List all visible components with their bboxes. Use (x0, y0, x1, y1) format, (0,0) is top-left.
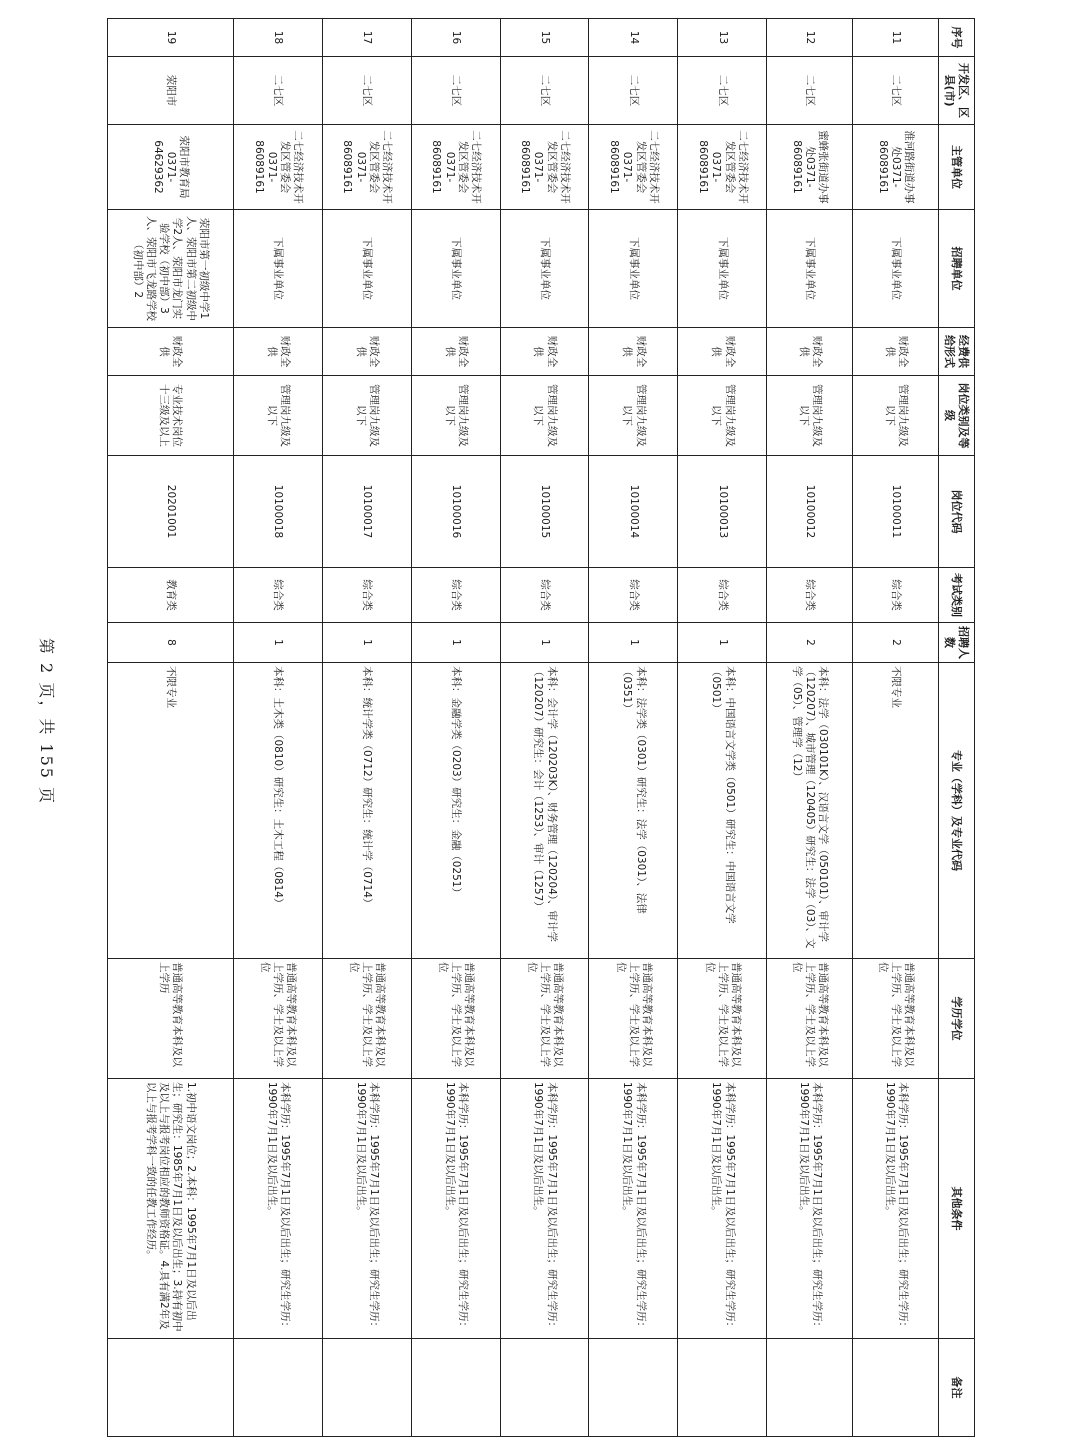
cell-major: 不限专业 (853, 663, 939, 959)
cell-funding: 财政全供 (678, 328, 767, 376)
header-cell: 经费供给形式 (939, 328, 975, 376)
cell-unit: 荥阳市第一初级中学1人、荥阳市第二初级中学2人、荥阳市龙门实验学校（初中部）3人、荥阳市飞龙路学校（初中部）2 (108, 210, 234, 328)
cell-major: 不限专业 (108, 663, 234, 959)
header-cell: 岗位类别及等级 (939, 376, 975, 456)
cell-other: 本科学历：1995年7月1日及以后出生；研究生学历：1990年7月1日及以后出生。 (589, 1079, 678, 1339)
cell-count: 1 (500, 623, 589, 663)
cell-degree: 普通高等教育本科及以上学历 (108, 959, 234, 1079)
header-row (939, 19, 975, 1437)
table-row (322, 19, 411, 1437)
cell-code: 10100018 (233, 456, 322, 568)
cell-district: 二七区 (767, 57, 853, 125)
cell-other: 1.初中语文岗位；2.本科：1995年7月1日及以后出生；研究生：1985年7月1日及以后出生；3.持有初中及以上与报考岗位相应的教师资格证。4.具有满2年及以上与报考学科一致的任教工作经历。 (108, 1079, 234, 1339)
cell-code: 10100012 (767, 456, 853, 568)
header-cell: 岗位代码 (939, 456, 975, 568)
cell-no: 11 (853, 19, 939, 57)
table-row (108, 19, 234, 1437)
cell-major: 本科：统计学类（0712）研究生：统计学（0714） (322, 663, 411, 959)
rotated-page (107, 18, 975, 1436)
cell-funding: 财政全供 (500, 328, 589, 376)
cell-degree: 普通高等教育本科及以上学历、学士及以上学位 (589, 959, 678, 1079)
cell-count: 1 (233, 623, 322, 663)
cell-funding: 财政全供 (322, 328, 411, 376)
cell-post-level: 管理岗九级及以下 (322, 376, 411, 456)
cell-exam: 综合类 (322, 568, 411, 623)
cell-exam: 综合类 (411, 568, 500, 623)
page-footer (28, 0, 68, 1443)
cell-remark (322, 1339, 411, 1437)
cell-unit: 下属事业单位 (233, 210, 322, 328)
cell-district: 荥阳市 (108, 57, 234, 125)
cell-degree: 普通高等教育本科及以上学历、学士及以上学位 (411, 959, 500, 1079)
cell-unit: 下属事业单位 (767, 210, 853, 328)
cell-district: 二七区 (589, 57, 678, 125)
header-cell: 其他条件 (939, 1079, 975, 1339)
table-row (678, 19, 767, 1437)
cell-remark (589, 1339, 678, 1437)
cell-district: 二七区 (322, 57, 411, 125)
cell-dept: 荥阳市教育局0371-64629362 (108, 125, 234, 210)
cell-no: 14 (589, 19, 678, 57)
cell-exam: 综合类 (678, 568, 767, 623)
cell-district: 二七区 (500, 57, 589, 125)
table-row (500, 19, 589, 1437)
cell-unit: 下属事业单位 (411, 210, 500, 328)
cell-exam: 综合类 (500, 568, 589, 623)
cell-funding: 财政全供 (233, 328, 322, 376)
cell-dept: 二七经济技术开发区管委会0371-86089161 (678, 125, 767, 210)
header-cell: 开发区、区县(市) (939, 57, 975, 125)
cell-count: 8 (108, 623, 234, 663)
header-cell: 主管单位 (939, 125, 975, 210)
cell-other: 本科学历：1995年7月1日及以后出生；研究生学历：1990年7月1日及以后出生。 (411, 1079, 500, 1339)
page-number-text: 第 2 页，共 155 页 (37, 637, 57, 806)
cell-no: 15 (500, 19, 589, 57)
header-cell: 学历学位 (939, 959, 975, 1079)
cell-remark (500, 1339, 589, 1437)
cell-degree: 普通高等教育本科及以上学历、学士及以上学位 (678, 959, 767, 1079)
cell-count: 1 (678, 623, 767, 663)
header-cell: 专业（学科）及专业代码 (939, 663, 975, 959)
table-row (589, 19, 678, 1437)
table-row (411, 19, 500, 1437)
cell-remark (233, 1339, 322, 1437)
cell-no: 18 (233, 19, 322, 57)
cell-code: 10100014 (589, 456, 678, 568)
header-cell: 招聘人数 (939, 623, 975, 663)
cell-count: 2 (767, 623, 853, 663)
cell-dept: 二七经济技术开发区管委会0371-86089161 (233, 125, 322, 210)
cell-unit: 下属事业单位 (500, 210, 589, 328)
recruitment-table (107, 18, 975, 1437)
cell-degree: 普通高等教育本科及以上学历、学士及以上学位 (853, 959, 939, 1079)
cell-other: 本科学历：1995年7月1日及以后出生；研究生学历：1990年7月1日及以后出生。 (853, 1079, 939, 1339)
cell-district: 二七区 (678, 57, 767, 125)
cell-post-level: 专业技术岗位十三级及以上 (108, 376, 234, 456)
cell-no: 16 (411, 19, 500, 57)
cell-major: 本科：金融学类（0203）研究生：金融（0251） (411, 663, 500, 959)
cell-dept: 二七经济技术开发区管委会0371-86089161 (589, 125, 678, 210)
cell-count: 2 (853, 623, 939, 663)
cell-code: 10100017 (322, 456, 411, 568)
cell-exam: 综合类 (589, 568, 678, 623)
cell-dept: 二七经济技术开发区管委会0371-86089161 (322, 125, 411, 210)
cell-other: 本科学历：1995年7月1日及以后出生；研究生学历：1990年7月1日及以后出生。 (767, 1079, 853, 1339)
cell-district: 二七区 (411, 57, 500, 125)
cell-remark (411, 1339, 500, 1437)
cell-degree: 普通高等教育本科及以上学历、学士及以上学位 (233, 959, 322, 1079)
cell-code: 10100013 (678, 456, 767, 568)
cell-dept: 淮河路街道办事处0371-86089161 (853, 125, 939, 210)
cell-district: 二七区 (853, 57, 939, 125)
table-row (767, 19, 853, 1437)
cell-remark (853, 1339, 939, 1437)
cell-other: 本科学历：1995年7月1日及以后出生；研究生学历：1990年7月1日及以后出生。 (322, 1079, 411, 1339)
cell-other: 本科学历：1995年7月1日及以后出生；研究生学历：1990年7月1日及以后出生。 (233, 1079, 322, 1339)
cell-degree: 普通高等教育本科及以上学历、学士及以上学位 (322, 959, 411, 1079)
cell-unit: 下属事业单位 (853, 210, 939, 328)
cell-post-level: 管理岗九级及以下 (853, 376, 939, 456)
cell-major: 本科：土木类（0810）研究生：土木工程（0814） (233, 663, 322, 959)
cell-no: 17 (322, 19, 411, 57)
table-row (853, 19, 939, 1437)
header-cell: 招聘单位 (939, 210, 975, 328)
header-cell: 备注 (939, 1339, 975, 1437)
cell-dept: 蜜蜂张街道办事处0371-86089161 (767, 125, 853, 210)
cell-unit: 下属事业单位 (589, 210, 678, 328)
cell-exam: 综合类 (233, 568, 322, 623)
cell-post-level: 管理岗九级及以下 (767, 376, 853, 456)
cell-other: 本科学历：1995年7月1日及以后出生；研究生学历：1990年7月1日及以后出生。 (678, 1079, 767, 1339)
cell-no: 19 (108, 19, 234, 57)
cell-unit: 下属事业单位 (678, 210, 767, 328)
cell-major: 本科：中国语言文学类（0501）研究生：中国语言文学（0501） (678, 663, 767, 959)
cell-major: 本科：会计学（120203K）、财务管理（120204）、审计学（120207）研究生：会计（1253）、审计（1257） (500, 663, 589, 959)
cell-dept: 二七经济技术开发区管委会0371-86089161 (500, 125, 589, 210)
cell-code: 10100016 (411, 456, 500, 568)
cell-count: 1 (322, 623, 411, 663)
cell-funding: 财政全供 (108, 328, 234, 376)
cell-funding: 财政全供 (589, 328, 678, 376)
cell-unit: 下属事业单位 (322, 210, 411, 328)
cell-funding: 财政全供 (767, 328, 853, 376)
cell-other: 本科学历：1995年7月1日及以后出生；研究生学历：1990年7月1日及以后出生。 (500, 1079, 589, 1339)
cell-district: 二七区 (233, 57, 322, 125)
cell-major: 本科：法学类（0301）研究生：法学（0301）、法律（0351） (589, 663, 678, 959)
cell-major: 本科：法学（030101K）、汉语言文学（050101）、审计学（120207）、城市管理（120405）研究生：法学（03）、文学（05）、管理学（12） (767, 663, 853, 959)
header-cell: 序号 (939, 19, 975, 57)
cell-post-level: 管理岗九级及以下 (233, 376, 322, 456)
cell-exam: 综合类 (853, 568, 939, 623)
cell-remark (108, 1339, 234, 1437)
cell-code: 20201001 (108, 456, 234, 568)
cell-degree: 普通高等教育本科及以上学历、学士及以上学位 (767, 959, 853, 1079)
cell-post-level: 管理岗九级及以下 (589, 376, 678, 456)
cell-funding: 财政全供 (411, 328, 500, 376)
cell-count: 1 (411, 623, 500, 663)
cell-remark (767, 1339, 853, 1437)
cell-remark (678, 1339, 767, 1437)
cell-degree: 普通高等教育本科及以上学历、学士及以上学位 (500, 959, 589, 1079)
cell-count: 1 (589, 623, 678, 663)
cell-no: 12 (767, 19, 853, 57)
cell-exam: 教育类 (108, 568, 234, 623)
cell-exam: 综合类 (767, 568, 853, 623)
cell-code: 10100011 (853, 456, 939, 568)
cell-no: 13 (678, 19, 767, 57)
table-row (233, 19, 322, 1437)
cell-funding: 财政全供 (853, 328, 939, 376)
cell-post-level: 管理岗九级及以下 (411, 376, 500, 456)
cell-dept: 二七经济技术开发区管委会0371-86089161 (411, 125, 500, 210)
header-cell: 考试类别 (939, 568, 975, 623)
cell-code: 10100015 (500, 456, 589, 568)
cell-post-level: 管理岗九级及以下 (500, 376, 589, 456)
cell-post-level: 管理岗九级及以下 (678, 376, 767, 456)
